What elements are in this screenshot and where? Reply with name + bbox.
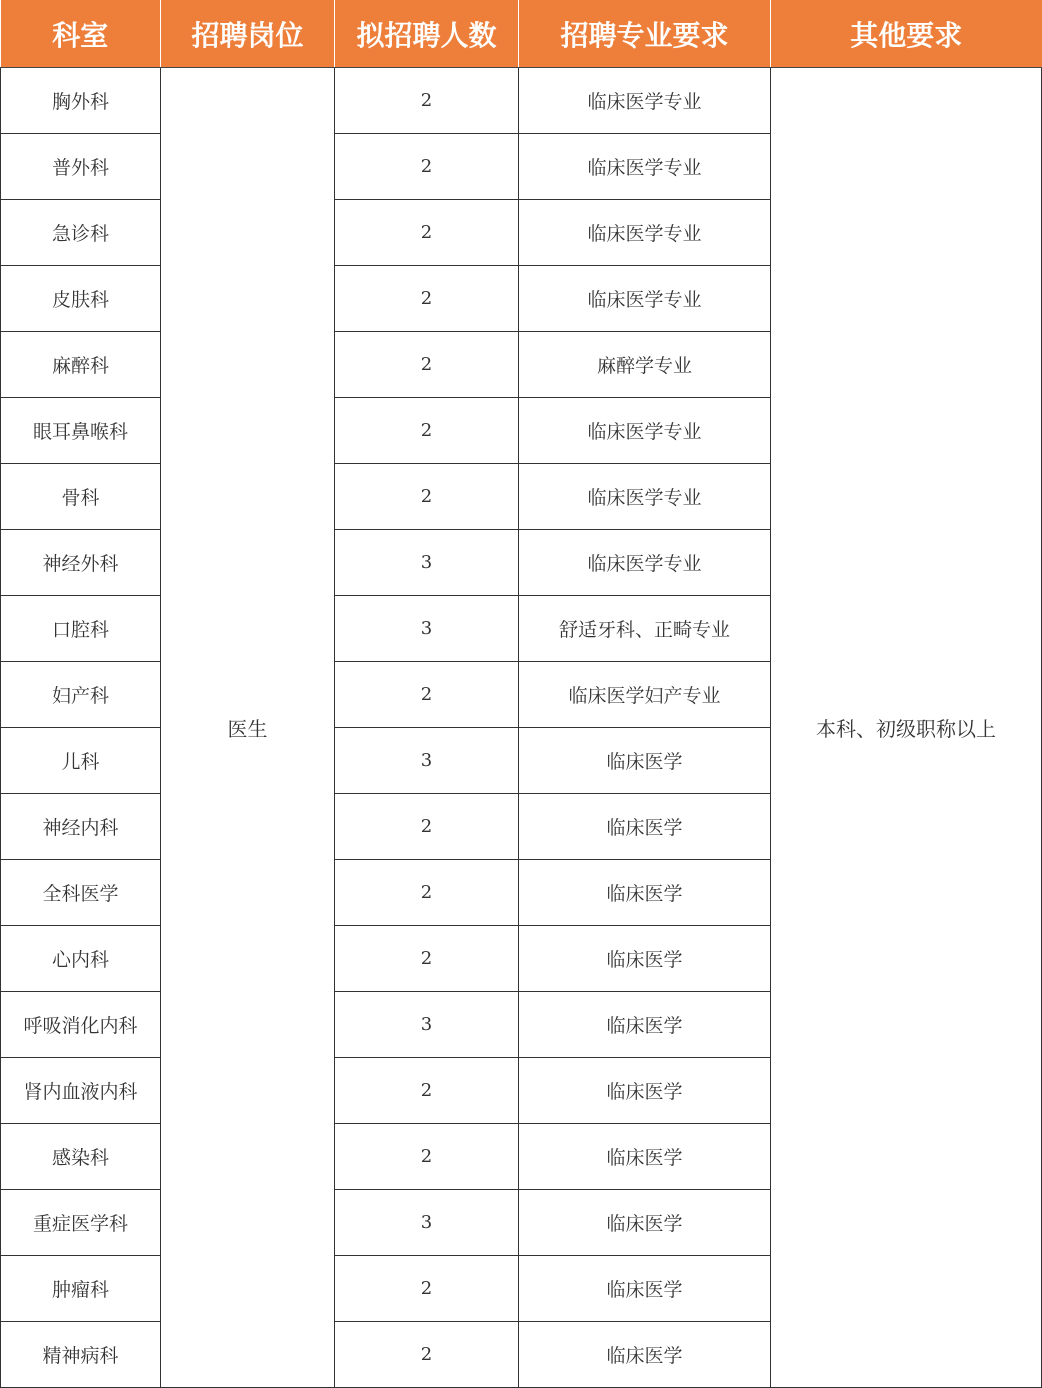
cell-major: 临床医学专业	[519, 266, 771, 332]
cell-major: 临床医学妇产专业	[519, 662, 771, 728]
cell-department: 肿瘤科	[1, 1256, 161, 1322]
cell-count: 2	[335, 1124, 519, 1190]
cell-major: 临床医学	[519, 1058, 771, 1124]
cell-major: 临床医学专业	[519, 134, 771, 200]
table-body	[1, 68, 1042, 1388]
cell-department: 神经内科	[1, 794, 161, 860]
cell-major: 临床医学	[519, 1190, 771, 1256]
header-major: 招聘专业要求	[519, 0, 771, 68]
cell-major: 临床医学	[519, 794, 771, 860]
cell-major: 临床医学	[519, 728, 771, 794]
cell-major: 临床医学	[519, 926, 771, 992]
cell-major: 临床医学	[519, 860, 771, 926]
table-row	[1, 68, 1042, 134]
cell-department: 口腔科	[1, 596, 161, 662]
cell-department: 肾内血液内科	[1, 1058, 161, 1124]
cell-major: 舒适牙科、正畸专业	[519, 596, 771, 662]
cell-count: 2	[335, 266, 519, 332]
cell-major: 临床医学专业	[519, 464, 771, 530]
cell-department: 儿科	[1, 728, 161, 794]
cell-department: 全科医学	[1, 860, 161, 926]
cell-department: 骨科	[1, 464, 161, 530]
header-other: 其他要求	[771, 0, 1042, 68]
cell-major: 麻醉学专业	[519, 332, 771, 398]
cell-count: 3	[335, 1190, 519, 1256]
cell-count: 2	[335, 926, 519, 992]
cell-count: 3	[335, 728, 519, 794]
cell-count: 2	[335, 68, 519, 134]
cell-department: 感染科	[1, 1124, 161, 1190]
cell-department: 心内科	[1, 926, 161, 992]
cell-count: 2	[335, 662, 519, 728]
cell-count: 2	[335, 794, 519, 860]
cell-department: 重症医学科	[1, 1190, 161, 1256]
cell-department: 眼耳鼻喉科	[1, 398, 161, 464]
cell-count: 2	[335, 860, 519, 926]
header-position: 招聘岗位	[161, 0, 335, 68]
cell-major: 临床医学	[519, 1256, 771, 1322]
cell-count: 2	[335, 1322, 519, 1388]
cell-count: 2	[335, 332, 519, 398]
cell-department: 皮肤科	[1, 266, 161, 332]
cell-department: 呼吸消化内科	[1, 992, 161, 1058]
cell-major: 临床医学	[519, 1124, 771, 1190]
cell-department: 急诊科	[1, 200, 161, 266]
cell-major: 临床医学	[519, 992, 771, 1058]
cell-department: 妇产科	[1, 662, 161, 728]
cell-major: 临床医学专业	[519, 68, 771, 134]
cell-major: 临床医学专业	[519, 200, 771, 266]
header-count: 拟招聘人数	[335, 0, 519, 68]
cell-position: 医生	[161, 68, 335, 1388]
table-header	[1, 0, 1042, 68]
header-row	[1, 0, 1042, 68]
header-department: 科室	[1, 0, 161, 68]
cell-department: 普外科	[1, 134, 161, 200]
cell-department: 精神病科	[1, 1322, 161, 1388]
cell-major: 临床医学	[519, 1322, 771, 1388]
cell-count: 3	[335, 530, 519, 596]
cell-count: 3	[335, 992, 519, 1058]
cell-count: 2	[335, 1256, 519, 1322]
cell-count: 2	[335, 398, 519, 464]
cell-count: 3	[335, 596, 519, 662]
cell-count: 2	[335, 134, 519, 200]
cell-department: 神经外科	[1, 530, 161, 596]
cell-count: 2	[335, 1058, 519, 1124]
cell-department: 胸外科	[1, 68, 161, 134]
cell-count: 2	[335, 200, 519, 266]
cell-department: 麻醉科	[1, 332, 161, 398]
cell-count: 2	[335, 464, 519, 530]
cell-major: 临床医学专业	[519, 398, 771, 464]
cell-major: 临床医学专业	[519, 530, 771, 596]
cell-other-requirement: 本科、初级职称以上	[771, 68, 1042, 1388]
